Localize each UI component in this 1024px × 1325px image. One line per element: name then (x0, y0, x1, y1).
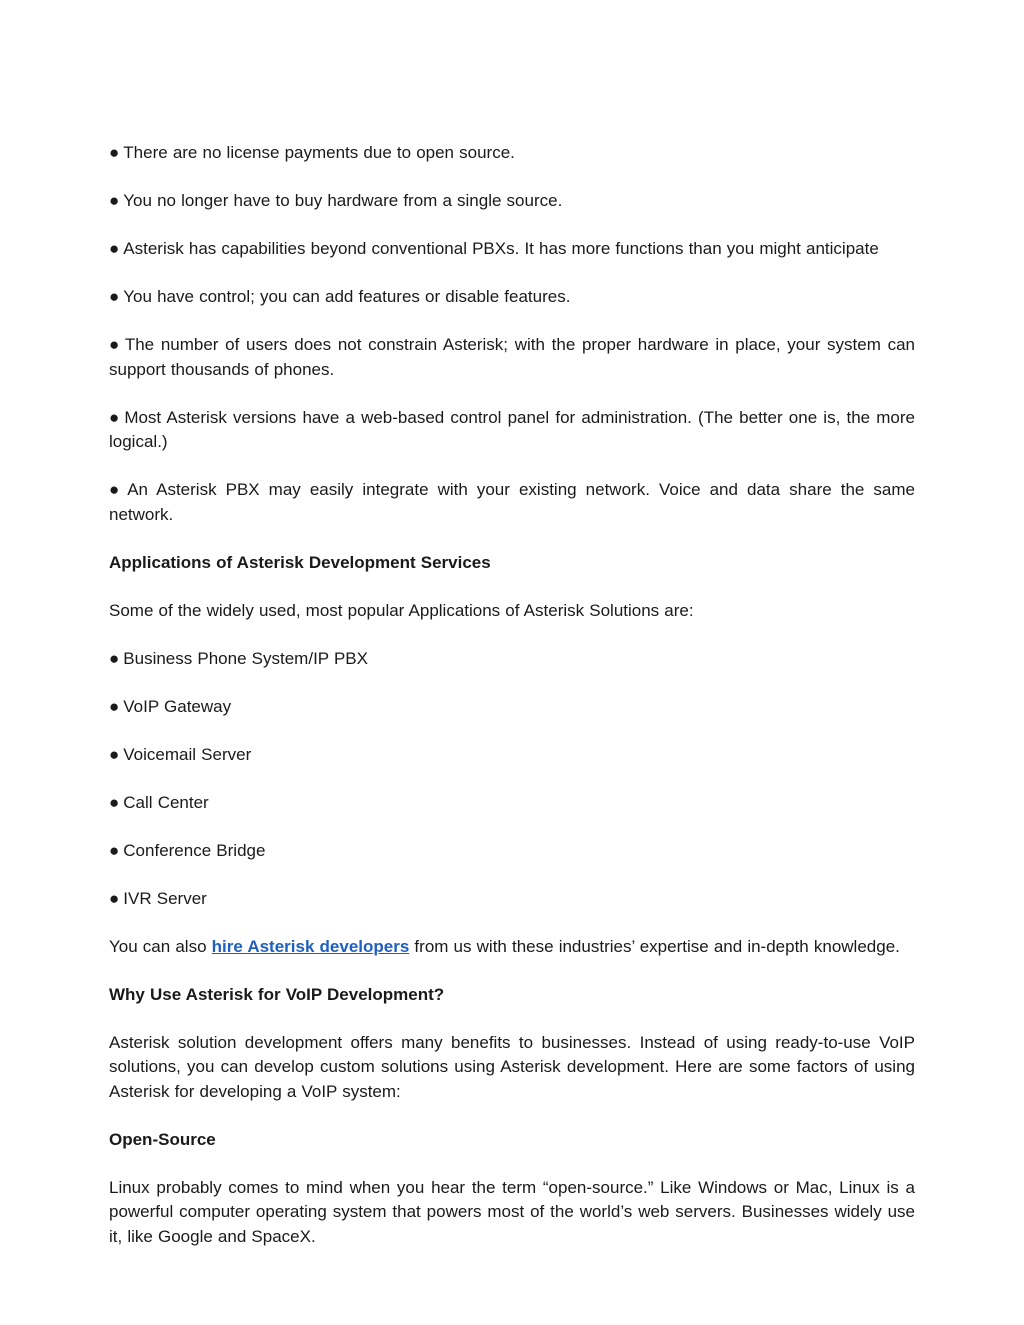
section-heading-why: Why Use Asterisk for VoIP Development? (109, 984, 445, 1004)
bullet-icon: ● (109, 480, 124, 499)
bullet-text: Asterisk has capabilities beyond conventional PBXs. It has more functions than you might anticipate (123, 239, 879, 258)
list-item-text: Conference Bridge (123, 840, 266, 860)
bullet-item (109, 406, 915, 455)
list-item (109, 791, 915, 816)
bullet-icon: ● (109, 792, 120, 812)
bullet-item (109, 141, 915, 166)
bullet-text: An Asterisk PBX may easily integrate with your existing network. Voice and data share the same network. (109, 480, 915, 524)
bullet-icon: ● (109, 335, 121, 354)
list-item (109, 839, 915, 864)
list-item (109, 695, 915, 720)
bullet-text: The number of users does not constrain Asterisk; with the proper hardware in place, your system can support thousands of phones. (109, 335, 915, 379)
section-heading-open-source: Open-Source (109, 1129, 216, 1149)
hire-paragraph (109, 935, 915, 960)
list-item-text: IVR Server (123, 888, 207, 908)
list-item-text: Voicemail Server (123, 744, 252, 764)
bullet-item (109, 237, 915, 262)
bullet-icon: ● (109, 744, 120, 764)
bullet-text: Most Asterisk versions have a web-based control panel for administration. (The better one is, the more logical.) (109, 407, 915, 451)
bullet-icon: ● (109, 287, 120, 306)
bullet-text: You no longer have to buy hardware from a single source. (123, 191, 563, 210)
bullet-item (109, 333, 915, 382)
bullet-text: There are no license payments due to open source. (123, 143, 515, 162)
bullet-icon: ● (109, 648, 120, 668)
list-item (109, 887, 915, 912)
document-page (109, 141, 915, 1273)
why-body: Asterisk solution development offers many benefits to businesses. Instead of using ready-to-use VoIP solutions, you can develop custom solutions using Asterisk development. Here are some factors of using Asterisk for developing a VoIP system: (109, 1032, 915, 1101)
hire-text-before: You can also (109, 936, 212, 956)
list-item-text: Call Center (123, 792, 209, 812)
list-item-text: Business Phone System/IP PBX (123, 648, 368, 668)
list-item (109, 743, 915, 768)
bullet-icon: ● (109, 696, 120, 716)
list-item-text: VoIP Gateway (123, 696, 232, 716)
bullet-item (109, 189, 915, 214)
bullet-icon: ● (109, 191, 120, 210)
open-source-body: Linux probably comes to mind when you hear the term “open-source.” Like Windows or Mac, Linux is a powerful computer operating system that powers most of the world’s web servers. Businesses widely use it, like Google and SpaceX. (109, 1177, 915, 1246)
bullet-icon: ● (109, 407, 121, 427)
applications-intro: Some of the widely used, most popular Applications of Asterisk Solutions are: (109, 600, 694, 620)
bullet-text: You have control; you can add features or disable features. (123, 287, 571, 306)
bullet-item (109, 285, 915, 310)
hire-developers-link[interactable]: hire Asterisk developers (211, 936, 410, 956)
bullet-icon: ● (109, 143, 120, 162)
bullet-item (109, 478, 915, 527)
bullet-icon: ● (109, 888, 120, 908)
hire-text-after: from us with these industries’ expertise and in-depth knowledge. (409, 936, 900, 956)
bullet-icon: ● (109, 239, 120, 258)
section-heading-applications: Applications of Asterisk Development Services (109, 552, 491, 572)
list-item (109, 647, 915, 672)
bullet-icon: ● (109, 840, 120, 860)
